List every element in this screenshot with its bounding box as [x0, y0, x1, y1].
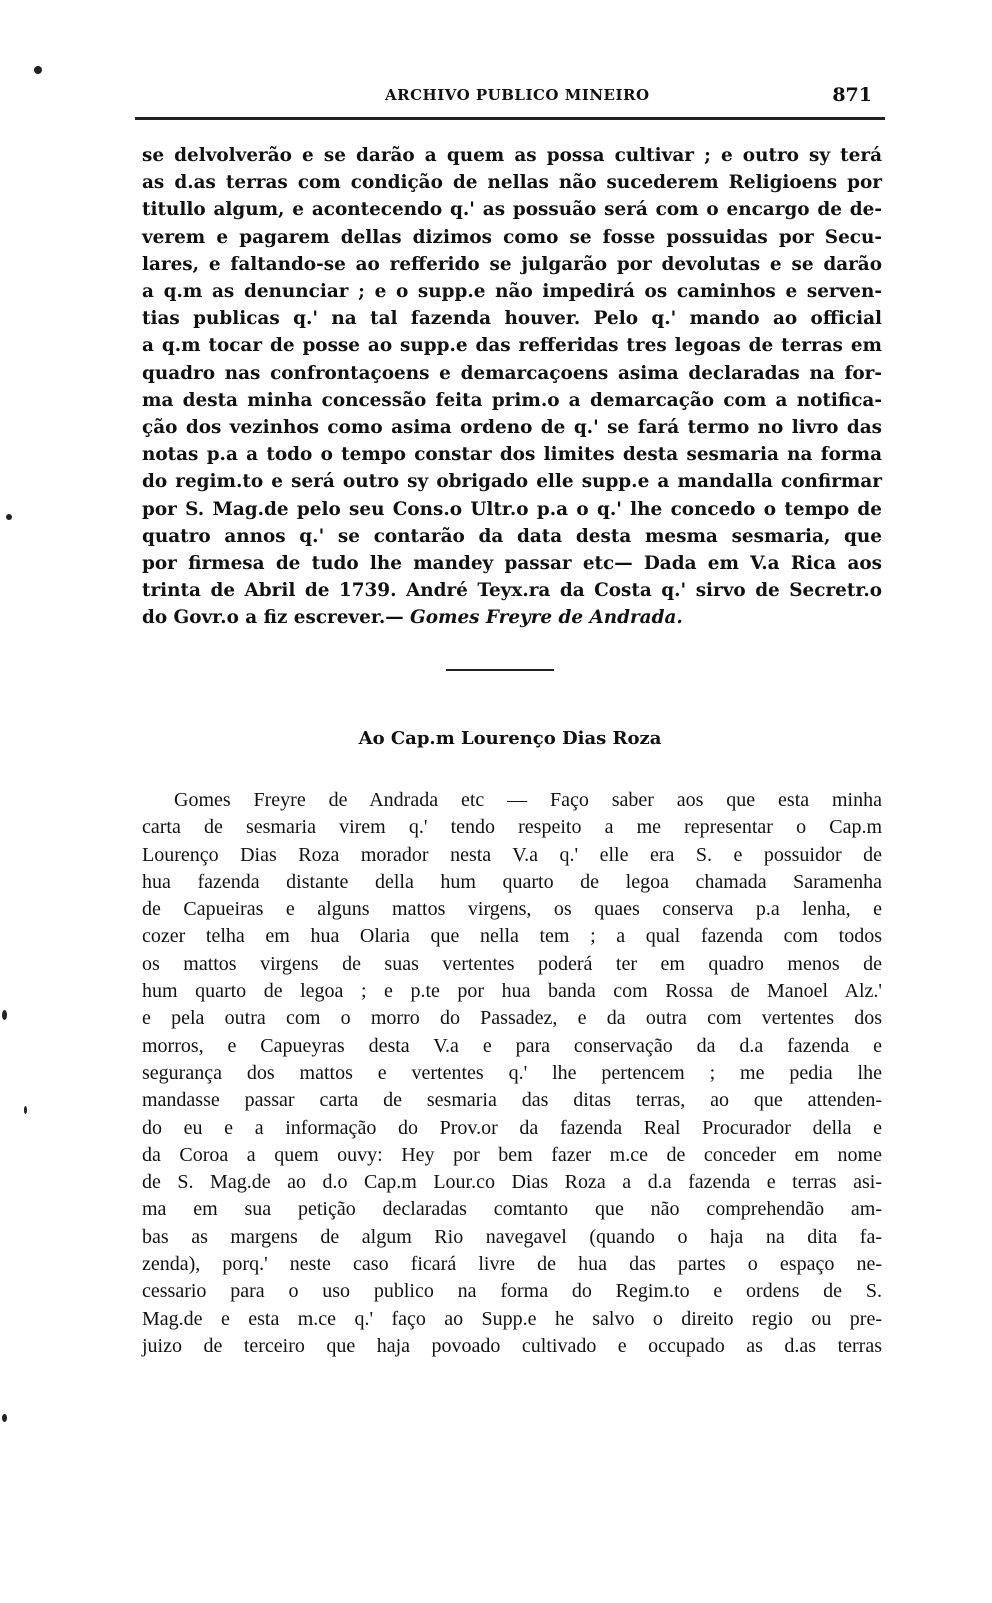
- text-line: cessario para o uso publico na forma do Regim.to e ordens de S.: [142, 1280, 882, 1303]
- text-line: Mag.de e esta m.ce q.' faço ao Supp.e he salvo o direito regio ou pre-: [142, 1307, 882, 1330]
- margin-speck: [6, 514, 12, 520]
- closing-text: do Govr.o a fiz escrever.—: [142, 607, 404, 629]
- header-rule: [135, 117, 885, 120]
- text-line: verem e pagarem dellas dizimos como se fosse possuidas por Secu-: [142, 226, 882, 248]
- text-line: do regim.to e será outro sy obrigado elle supp.e a mandalla confirmar: [142, 471, 882, 493]
- closing-line: [142, 604, 882, 631]
- text-line: quadro nas confrontaçoens e demarcaçoens asima declaradas na for-: [142, 362, 882, 384]
- text-line: e pela outra com o morro do Passadez, e da outra com vertentes dos: [142, 1007, 882, 1030]
- text-line: da Coroa a quem ouvy: Hey por bem fazer m.ce de conceder em nome: [142, 1143, 882, 1166]
- text-line: bas as margens de algum Rio navegavel (quando o haja na dita fa-: [142, 1225, 882, 1248]
- continued-paragraph: [142, 142, 882, 632]
- text-line: carta de sesmaria virem q.' tendo respeito a me representar o Cap.m: [142, 816, 882, 839]
- text-line: tias publicas q.' na tal fazenda houver. Pelo q.' mando ao official: [142, 308, 882, 330]
- text-line: a q.m as denunciar ; e o supp.e não impedirá os caminhos e serven-: [142, 281, 882, 303]
- text-line: hua fazenda distante della hum quarto de legoa chamada Saramenha: [142, 870, 882, 893]
- margin-speck: [2, 1414, 7, 1422]
- text-line: por S. Mag.de pelo seu Cons.o Ultr.o p.a o q.' lhe concedo o tempo de: [142, 498, 882, 520]
- running-header: [140, 86, 880, 112]
- text-line: cozer telha em hua Olaria que nella tem ; a qual fazenda com todos: [142, 925, 882, 948]
- text-line: trinta de Abril de 1739. André Teyx.ra da Costa q.' sirvo de Secretr.o: [142, 580, 882, 602]
- page-number: 871: [832, 84, 872, 106]
- text-line: ção dos vezinhos como asima ordeno de q.' se fará termo no livro das: [142, 417, 882, 439]
- text-line: hum quarto de legoa ; e p.te por hua banda com Rossa de Manoel Alz.': [142, 980, 882, 1003]
- text-line: zenda), porq.' neste caso ficará livre de hua das partes o espaço ne-: [142, 1253, 882, 1276]
- text-line: Lourenço Dias Roza morador nesta V.a q.' elle era S. e possuidor de: [142, 843, 882, 866]
- text-line: morros, e Capueyras desta V.a e para conservação da d.a fazenda e: [142, 1034, 882, 1057]
- running-header-title: ARCHIVO PUBLICO MINEIRO: [385, 86, 650, 104]
- text-line: os mattos virgens de suas vertentes poderá ter em quadro menos de: [142, 952, 882, 975]
- text-line: Gomes Freyre de Andrada etc — Faço saber aos que esta minha: [174, 789, 882, 811]
- text-line: titullo algum, e acontecendo q.' as possuão será com o encargo de de-: [142, 199, 882, 221]
- text-line: quatro annos q.' se contarão da data desta mesma sesmaria, que: [142, 525, 882, 547]
- text-line: ma em sua petição declaradas comtanto que não comprehendão am-: [142, 1198, 882, 1221]
- margin-speck: [2, 1010, 7, 1020]
- text-line: as d.as terras com condição de nellas não sucederem Religioens por: [142, 172, 882, 194]
- section-divider: [446, 669, 554, 671]
- section-heading: Ao Cap.m Lourenço Dias Roza: [358, 728, 662, 749]
- text-line: por firmesa de tudo lhe mandey passar etc— Dada em V.a Rica aos: [142, 553, 882, 575]
- text-line: lares, e faltando-se ao refferido se julgarão por devolutas e se darão: [142, 253, 882, 275]
- text-line: mandasse passar carta de sesmaria das ditas terras, ao que attenden-: [142, 1089, 882, 1112]
- text-line: de S. Mag.de ao d.o Cap.m Lour.co Dias Roza a d.a fazenda e terras asi-: [142, 1171, 882, 1194]
- text-line: a q.m tocar de posse ao supp.e das refferidas tres legoas de terras em: [142, 335, 882, 357]
- signature: Gomes Freyre de Andrada.: [410, 607, 683, 629]
- text-line: de Capueiras e alguns mattos virgens, os quaes conserva p.a lenha, e: [142, 898, 882, 921]
- text-line: juizo de terceiro que haja povoado cultivado e occupado as d.as terras: [142, 1334, 882, 1357]
- margin-speck: [24, 1106, 27, 1114]
- text-line: notas p.a a todo o tempo constar dos limites desta sesmaria na forma: [142, 444, 882, 466]
- text-line: se delvolverão e se darão a quem as possa cultivar ; e outro sy terá: [142, 145, 882, 166]
- text-line: ma desta minha concessão feita prim.o a demarcação com a notifica-: [142, 389, 882, 411]
- text-line: segurança dos mattos e vertentes q.' lhe pertencem ; me pedia lhe: [142, 1061, 882, 1084]
- text-line: do eu e a informação do Prov.or da fazenda Real Procurador della e: [142, 1116, 882, 1139]
- section-paragraph: [142, 787, 882, 1360]
- margin-speck: [34, 66, 42, 74]
